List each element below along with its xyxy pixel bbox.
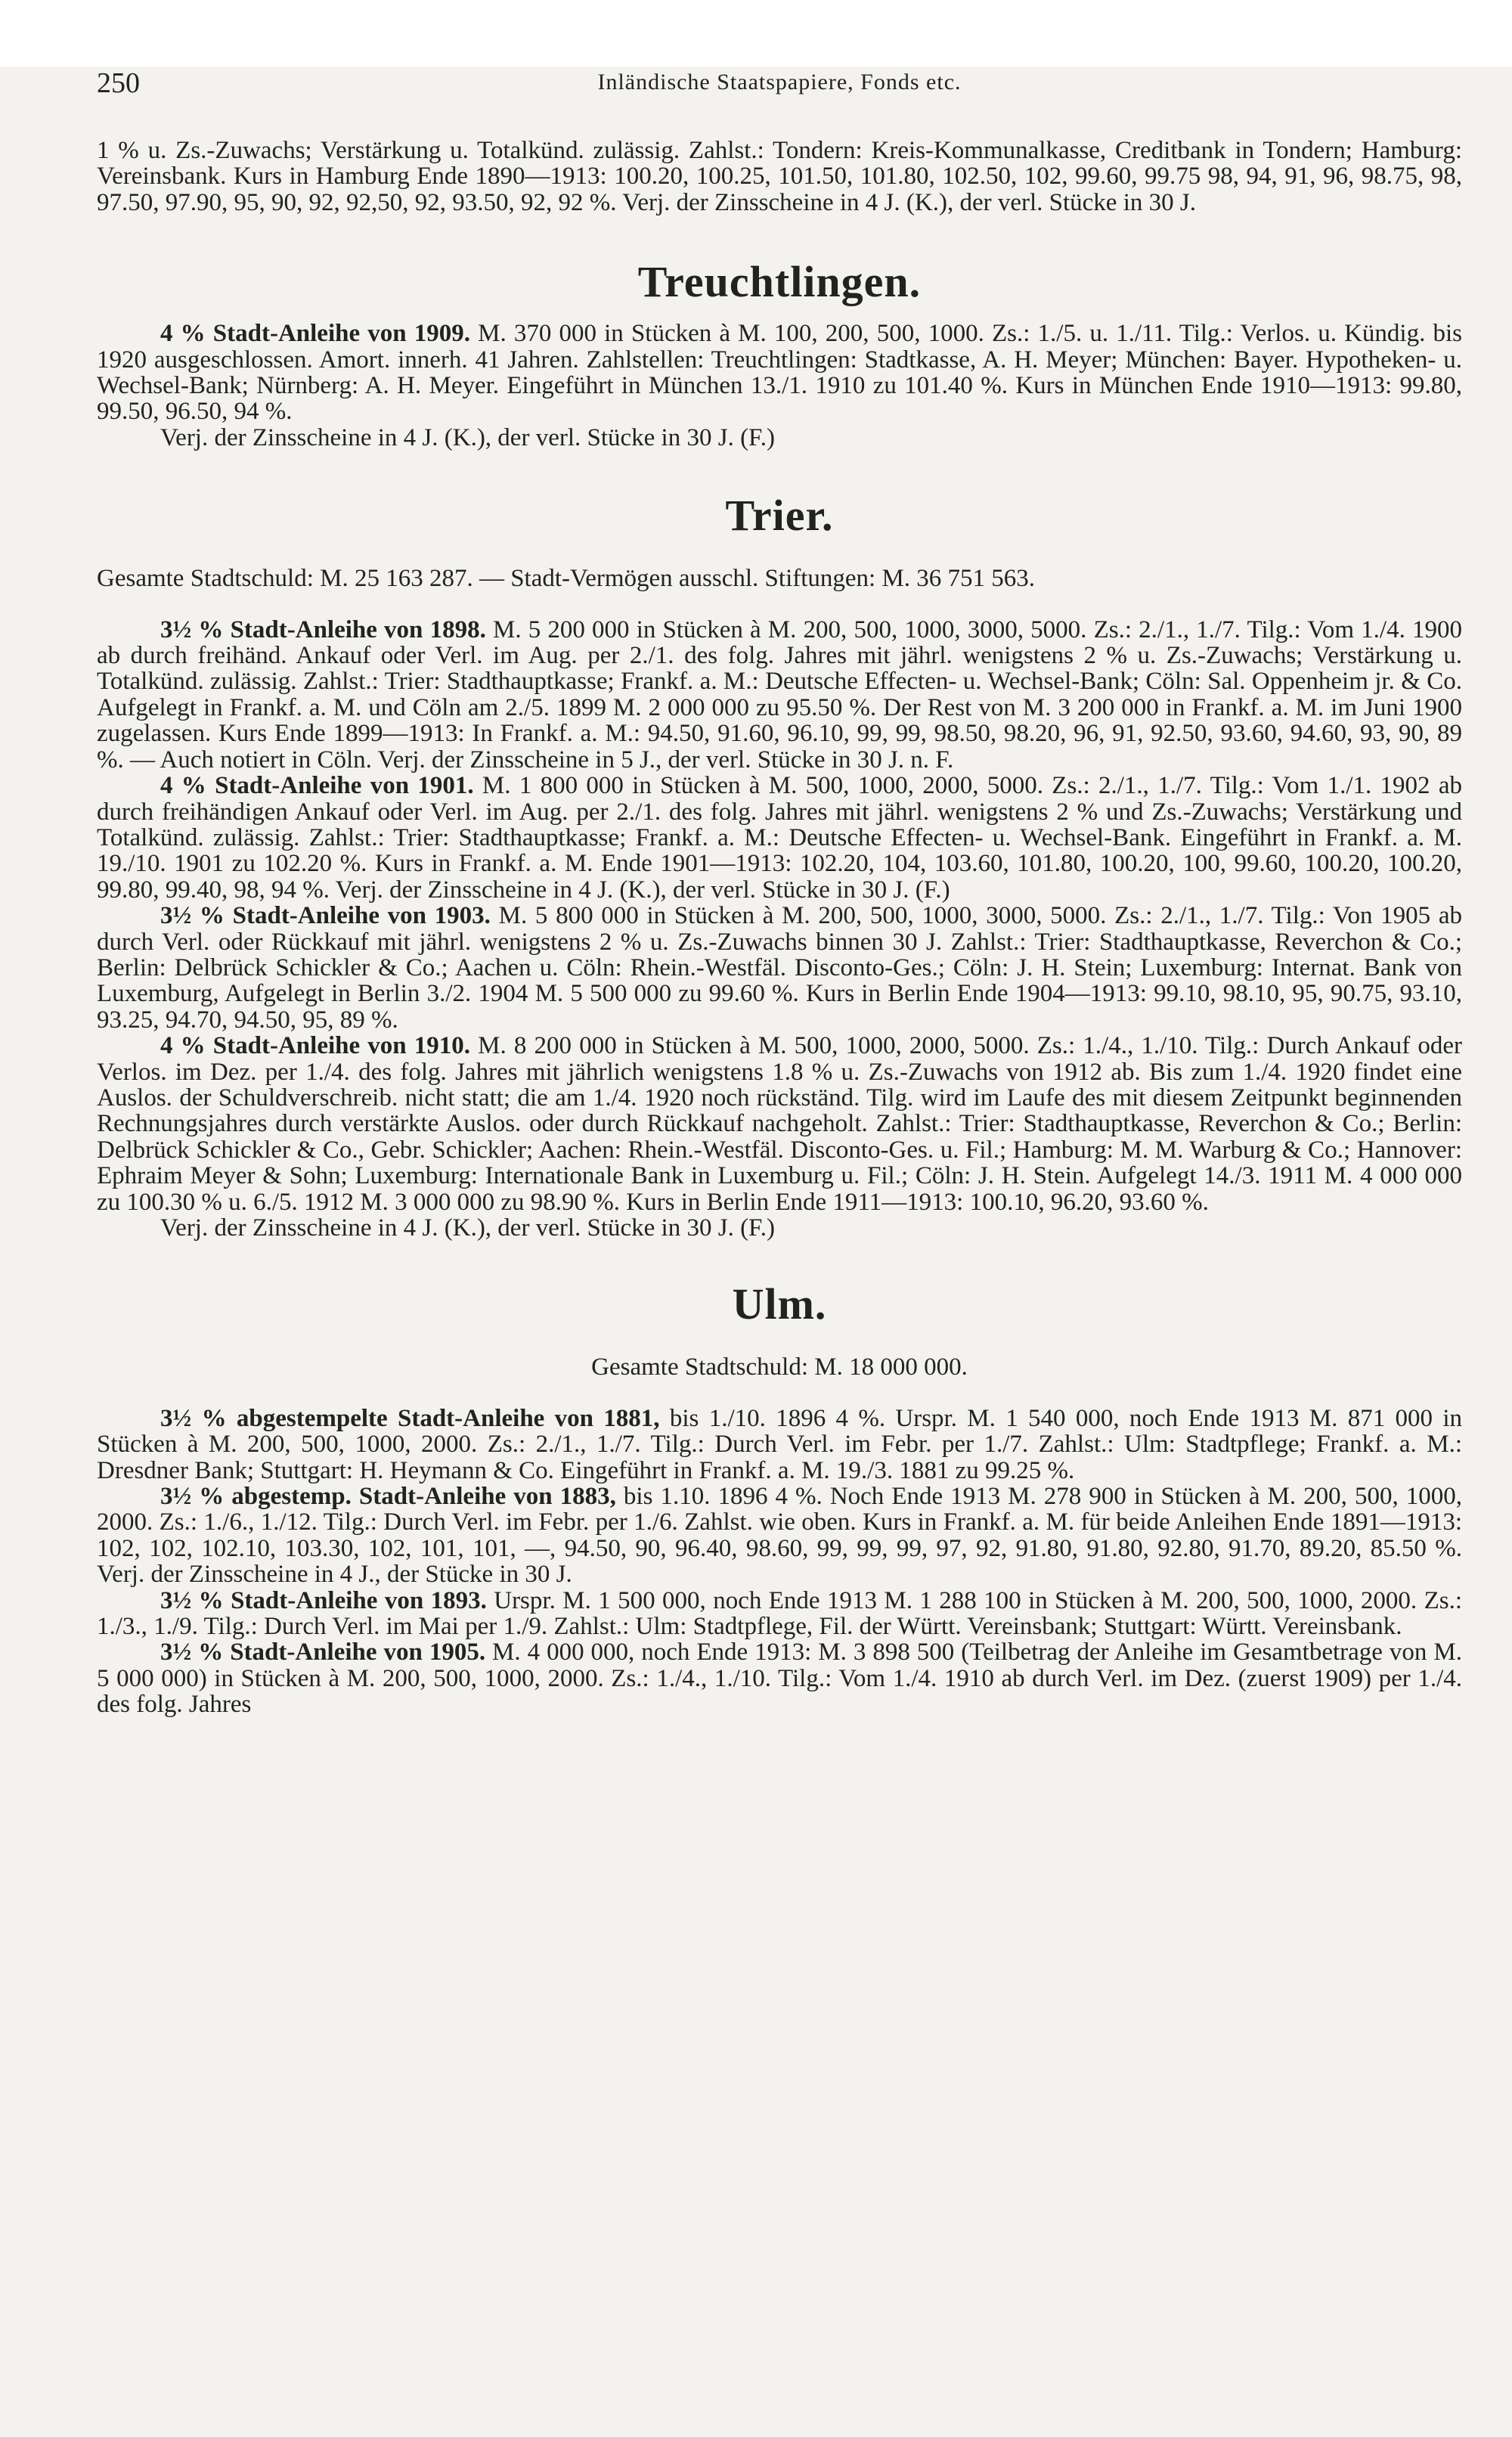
running-title: Inländische Staatspapiere, Fonds etc. [597, 70, 962, 95]
bond-entry [97, 1215, 1462, 1241]
bond-heading: 3½ % Stadt-Anleihe von 1898. [160, 615, 486, 643]
bond-heading: 4 % Stadt-Anleihe von 1910. [160, 1032, 471, 1060]
bond-text: M. 8 200 000 in Stücken à M. 500, 1000, 2000, 5000. Zs.: 1./4., 1./10. Tilg.: Durch Ankauf oder Verlos. im Dez. per 1./4. des folg. Jahres mit jährlich wenigstens 1.8 % u. Zs.-Zuwachs von 1912 ab. Bis zum 1./4. 1920 findet eine Auslos. der Schuldverschreib. nicht statt; die am 1./4. 1920 noch rückständ. Tilg. wird im Laufe des mit diesem Zeitpunkt beginnenden Rechnungsjahres durch verstärkte Auslos. oder durch Rückkauf nachgeholt. Zahlst.: Trier: Stadthauptkasse, Reverchon & Co.; Berlin: Delbrück Schickler & Co., Gebr. Schickler; Aachen: Rhein.-Westfäl. Disconto-Ges. u. Fil.; Hamburg: M. M. Warburg & Co.; Hannover: Ephraim Meyer & Sohn; Luxemburg: Internationale Bank in Luxemburg u. Fil.; Cöln: J. H. Stein. Aufgelegt 14./3. 1911 M. 4 000 000 zu 100.30 % u. 6./5. 1912 M. 3 000 000 zu 98.90 %. Kurs in Berlin Ende 1911—1913: 100.10, 96.20, 93.60 %. [97, 1032, 1462, 1216]
bond-heading: 4 % Stadt-Anleihe von 1909. [160, 320, 470, 348]
bond-text: bis 1./10. 1896 4 %. Urspr. M. 1 540 000, noch Ende 1913 M. 871 000 in Stücken à M. 200, 500, 1000, 2000. Zs.: 2./1., 1./7. Tilg.: Durch Verl. im Febr. per 1./7. Zahlst.: Ulm: Stadtpflege; Frankf. a. M.: Dresdner Bank; Stuttgart: H. Heymann & Co. Eingeführt in Frankf. a. M. 19./3. 1881 zu 99.25 %. [97, 1404, 1463, 1484]
section-ulm [97, 1279, 1462, 1717]
city-heading: Treuchtlingen. [637, 257, 922, 307]
bond-text: M. 370 000 in Stücken à M. 100, 200, 500, 1000. Zs.: 1./5. u. 1./11. Tilg.: Verlos. u. Kündig. bis 1920 ausgeschlossen. Amort. innerh. 41 Jahren. Zahlstellen: Treuchtlingen: Stadtkasse, A. H. Meyer; München: Bayer. Hypotheken- u. Wechsel-Bank; Nürnberg: A. H. Meyer. Eingeführt in München 13./1. 1910 zu 101.40 %. Kurs in München Ende 1910—1913: 99.80, 99.50, 96.50, 94 %. [97, 320, 1462, 426]
bond-text: M. 4 000 000, noch Ende 1913: M. 3 898 500 (Teilbetrag der Anleihe im Gesamtbetrage von M. 5 000 000) in Stücken à M. 200, 500, 1000, 2000. Zs.: 1./4., 1./10. Tilg.: Vom 1./4. 1910 ab durch Verl. im Dez. (zuerst 1909) per 1./4. des folg. Jahres [97, 1639, 1462, 1719]
bond-heading: 3½ % Stadt-Anleihe von 1905. [160, 1639, 486, 1667]
bond-heading: 3½ % abgestemp. Stadt-Anleihe von 1883, [160, 1483, 616, 1511]
bond-entry [97, 773, 1462, 903]
bond-text: M. 5 200 000 in Stücken à M. 200, 500, 1000, 3000, 5000. Zs.: 2./1., 1./7. Tilg.: Vom 1./4. 1900 ab durch freihänd. Ankauf oder Verl. im Aug. per 2./1. des folg. Jahres mit jährl. wenigstens 2 % u. Zs.-Zuwachs; Verstärkung u. Totalkünd. zulässig. Zahlst.: Trier: Stadthauptkasse; Frankf. a. M.: Deutsche Effecten- u. Wechsel-Bank; Cöln: Sal. Oppenheim jr. & Co. Aufgelegt in Frankf. a. M. und Cöln am 2./5. 1899 M. 2 000 000 zu 95.50 %. Der Rest von M. 3 200 000 in Frankf. a. M. im Juni 1900 zugelassen. Kurs Ende 1899—1913: In Frankf. a. M.: 94.50, 91.60, 96.10, 99, 99, 98.50, 98.20, 96, 91, 92.50, 93.60, 94.60, 93, 90, 89 %. — Auch notiert in Cöln. Verj. der Zinsscheine in 5 J., der verl. Stücke in 30 J. n. F. [97, 615, 1462, 774]
bond-entry [97, 425, 1462, 451]
bond-heading: 3½ % Stadt-Anleihe von 1903. [160, 902, 491, 930]
bond-text: Urspr. M. 1 500 000, noch Ende 1913 M. 1 288 100 in Stücken à M. 200, 500, 1000, 2000. Zs.: 1./3., 1./9. Tilg.: Durch Verl. im Mai per 1./9. Zahlst.: Ulm: Stadtpflege, Fil. der Württ. Vereinsbank; Stuttgart: Württ. Vereinsbank. [97, 1586, 1462, 1641]
city-debt-summary: Gesamte Stadtschuld: M. 18 000 000. [591, 1353, 968, 1381]
bond-text: bis 1.10. 1896 4 %. Noch Ende 1913 M. 278 900 in Stücken à M. 200, 500, 1000, 2000. Zs.: 1./6., 1./12. Tilg.: Durch Verl. im Febr. per 1./6. Zahlst. wie oben. Kurs in Frankf. a. M. für beide Anleihen Ende 1891—1913: 102, 102, 102.10, 103.30, 102, 101, 101, —, 94.50, 90, 96.40, 98.60, 99, 99, 99, 97, 92, 91.80, 91.80, 92.80, 91.70, 89.20, 85.50 %. Verj. der Zinsscheine in 4 J., der Stücke in 30 J. [97, 1483, 1462, 1589]
bond-entry [97, 1406, 1462, 1484]
city-heading: Trier. [725, 491, 834, 541]
page-number: 250 [97, 67, 140, 99]
bond-entry [97, 321, 1462, 425]
bond-text: Verj. der Zinsscheine in 4 J. (K.), der verl. Stücke in 30 J. (F.) [160, 1214, 776, 1242]
running-header [97, 67, 1462, 129]
bond-entry [97, 1033, 1462, 1215]
intro-paragraph: 1 % u. Zs.-Zuwachs; Verstärkung u. Totalkünd. zulässig. Zahlst.: Tondern: Kreis-Kommunalkasse, Creditbank in Tondern; Hamburg: Vereinsbank. Kurs in Hamburg Ende 1890—1913: 100.20, 100.25, 101.50, 101.80, 102.50, 102, 99.60, 99.75 98, 94, 91, 96, 98.75, 98, 97.50, 97.90, 95, 90, 92, 92,50, 92, 93.50, 92, 92 %. Verj. der Zinsscheine in 4 J. (K.), der verl. Stücke in 30 J. [97, 137, 1462, 216]
section-trier [97, 490, 1462, 1241]
document-page [0, 67, 1512, 2437]
bond-text: Verj. der Zinsscheine in 4 J. (K.), der verl. Stücke in 30 J. (F.) [160, 423, 776, 451]
bond-entry [97, 1639, 1462, 1717]
city-debt-summary: Gesamte Stadtschuld: M. 25 163 287. — Stadt-Vermögen ausschl. Stiftungen: M. 36 751 563. [97, 565, 1036, 593]
section-treuchtlingen [97, 256, 1462, 451]
bond-entry [97, 617, 1462, 773]
bond-entry [97, 903, 1462, 1033]
city-heading: Ulm. [732, 1279, 827, 1329]
bond-entry [97, 1484, 1462, 1588]
bond-heading: 4 % Stadt-Anleihe von 1901. [160, 772, 474, 800]
bond-text: M. 1 800 000 in Stücken à M. 500, 1000, 2000, 5000. Zs.: 2./1., 1./7. Tilg.: Vom 1./1. 1902 ab durch freihändigen Ankauf oder Verl. im Aug. per 2./1. des folg. Jahres mit jährl. wenigstens 2 % und Zs.-Zuwachs; Verstärkung und Totalkünd. zulässig. Zahlst.: Trier: Stadthauptkasse; Frankf. a. M.: Deutsche Effecten- u. Wechsel-Bank. Eingeführt in Frankf. a. M. 19./10. 1901 zu 102.20 %. Kurs in Frankf. a. M. Ende 1901—1913: 102.20, 104, 103.60, 101.80, 100.20, 100, 99.60, 100.20, 100.20, 99.80, 99.40, 98, 94 %. Verj. der Zinsscheine in 4 J. (K.), der verl. Stücke in 30 J. (F.) [97, 772, 1462, 904]
bond-entry [97, 1588, 1462, 1640]
bond-heading: 3½ % abgestempelte Stadt-Anleihe von 1881, [160, 1404, 660, 1432]
bond-text: M. 5 800 000 in Stücken à M. 200, 500, 1000, 3000, 5000. Zs.: 2./1., 1./7. Tilg.: Von 1905 ab durch Verl. oder Rückkauf mit jährl. wenigstens 2 % u. Zs.-Zuwachs binnen 30 J. Zahlst.: Trier: Stadthauptkasse, Reverchon & Co.; Berlin: Delbrück Schickler & Co.; Aachen u. Cöln: Rhein.-Westfäl. Disconto-Ges.; Cöln: J. H. Stein; Luxemburg: Internat. Bank von Luxemburg, Aufgelegt in Berlin 3./2. 1904 M. 5 500 000 zu 99.60 %. Kurs in Berlin Ende 1904—1913: 99.10, 98.10, 95, 90.75, 93.10, 93.25, 94.70, 94.50, 95, 89 %. [97, 902, 1462, 1034]
bond-heading: 3½ % Stadt-Anleihe von 1893. [160, 1586, 487, 1614]
